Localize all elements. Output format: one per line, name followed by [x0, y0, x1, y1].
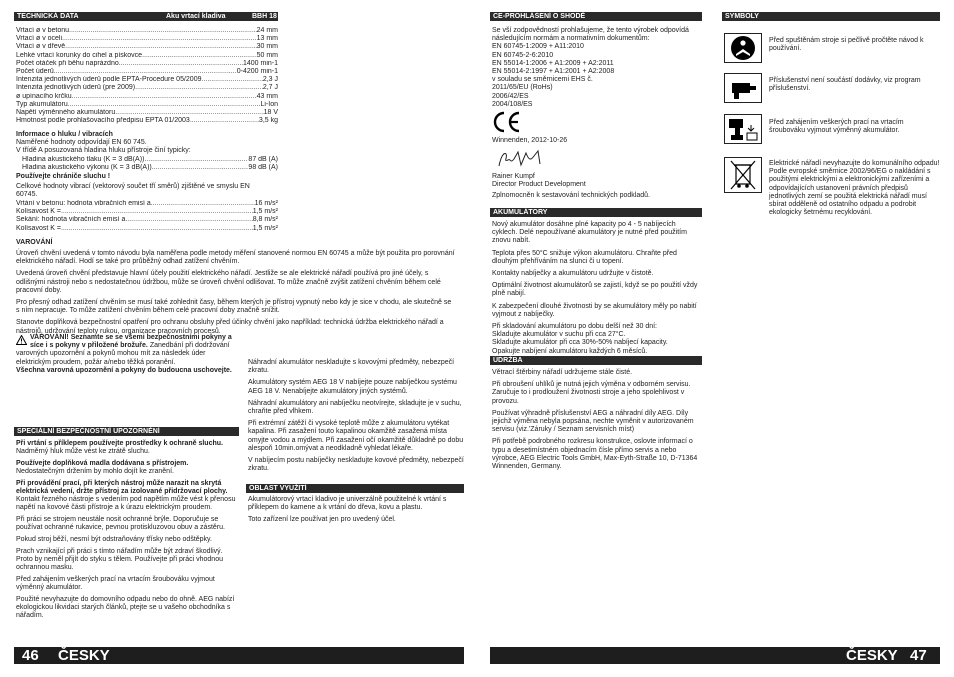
- vibration-row-value: 16 m/s²: [254, 200, 278, 207]
- leader-dots: [190, 117, 259, 125]
- noise-block: [16, 131, 278, 156]
- left-language: ČESKY: [58, 647, 110, 664]
- warning-para: Úroveň chvění uvedená v tomto návodu byla naměřena podle metody měření stanovené normou EN 60745 a může být použita pro porovnání elektrického nářadí. Hodí se také pro průběžný odhad zatížení chvěním.: [16, 250, 455, 266]
- ce-line: 2011/65/EU (RoHs): [492, 84, 553, 92]
- battery-para: Kontakty nabíječky a akumulátoru udržujte v čistotě.: [492, 270, 654, 278]
- symbol-box: [724, 157, 762, 193]
- spec-row: [16, 101, 278, 109]
- noise-line: V třídě A posuzovaná hladina hluku přístroje činí typicky:: [16, 147, 191, 155]
- read-manual-icon: [725, 34, 761, 62]
- vib-values: [16, 200, 278, 233]
- spec-row: [16, 84, 278, 92]
- vibration-row-label: Kolísavost K =: [16, 208, 61, 216]
- special-safety-item-bold: Při provádění prací, při kterých nástroj může narazit na skrytá elektrická vedení, držte přístroj za izolované přidržovací plochy.: [16, 479, 228, 496]
- vibration-row-value: 8,8 m/s²: [252, 216, 278, 224]
- maintenance-para: Používat výhradně příslušenství AEG a náhradní díly AEG. Díly jejichž výměna nebyla popsána, nechte vyměnit v autorizovaném servisu (viz.'Záruky / Seznam servisních míst): [492, 409, 694, 434]
- ce-line: EN 55014-1:2006 + A1:2009 + A2:2011: [492, 59, 614, 67]
- noise-title: Informace o hluku / vibracích: [16, 131, 113, 138]
- spec-row: [16, 117, 278, 125]
- spec-row-label: Počet otáček při běhu naprázdno: [16, 59, 119, 67]
- tech-docs: Zplnomocněn k sestavování technických podkladů.: [492, 192, 650, 199]
- special-safety-header: SPECIÁLNÍ BEZPEČNOSTNÍ UPOZORNĚNÍ: [14, 427, 239, 436]
- weee-bin-icon: [725, 158, 761, 192]
- vibration-row-label: Kolísavost K =: [16, 224, 61, 232]
- leader-dots: [151, 200, 255, 208]
- ce-line: EN 60745-1:2009 + A11:2010: [492, 43, 584, 51]
- leader-dots: [61, 208, 253, 216]
- special-safety-item: [16, 480, 238, 513]
- vib-intro: Celkové hodnoty vibrací (vektorový součet tří směrů) zjištěné ve smyslu EN 60745.: [16, 183, 250, 199]
- spec-row-label: Vrtací ø v oceli: [16, 35, 63, 43]
- spec-row: [16, 76, 278, 84]
- special-safety-item-text: Při práci se strojem neustále nosit ochranné brýle. Doporučuje se používat ochranné rukavice, pevnou protiskluzovou obuv a zástěru.: [16, 516, 225, 532]
- special-safety-item: [16, 596, 238, 621]
- symbol-box: [724, 114, 762, 144]
- warning-box-keep: Všechna varovná upozornění a pokyny do budoucna uschovejte.: [16, 366, 232, 374]
- battery-note: Akumulátory systém AEG 18 V nabíjejte pouze nabíječkou systému AEG 18 V. Nenabíjejte akumulátory jiných systémů.: [248, 379, 457, 395]
- battery-para: Teplota přes 50°C snižuje výkon akumulátoru. Chraňte před dlouhým přehříváním na slunci či u topení.: [492, 249, 677, 265]
- leader-dots: [69, 27, 257, 35]
- ce-line: 2006/42/ES: [492, 92, 529, 100]
- vibration-row: [16, 200, 278, 208]
- ce-line: EN 60745-2-6:2010: [492, 51, 554, 59]
- usage-header: OBLAST VYUŽITÍ: [246, 484, 464, 493]
- spec-row: [16, 109, 278, 117]
- leader-dots: [119, 60, 243, 68]
- battery-para: Optimální životnost akumulátorů se zajistí, když se po použití vždy plně nabijí.: [492, 282, 698, 298]
- special-safety-item-text: Nedostatečným držením by mohlo dojít ke zranění.: [16, 468, 174, 476]
- spec-row: [16, 60, 278, 68]
- noise-row: [22, 156, 278, 164]
- warning-title: VAROVÁNÍ: [16, 239, 53, 246]
- vibration-row: [16, 216, 278, 224]
- battery-para: K zabezpečení dlouhé životnosti by se akumulátory měly po nabití vyjmout z nabíječky.: [492, 302, 697, 318]
- special-safety-list: [16, 440, 238, 624]
- warning-box-text: Zanedbání při dodržování varovných upozornění a pokynů mohou mít za následek úder elektrickým proudem, požár a/nebo těžká poranění.: [16, 342, 230, 366]
- signature: [496, 148, 556, 170]
- ce-declaration: [492, 27, 700, 109]
- symbol-text: Před zahájením veškerých prací na vrtacím šroubováku vyjmout výměnný akumulátor.: [769, 119, 904, 135]
- battery-header: AKUMULÁTORY: [490, 208, 702, 217]
- right-language: ČESKY: [846, 647, 898, 664]
- warning-box-bold: VAROVÁNÍ! Seznamte se se všemi bezpečnostními pokyny a síce i s pokyny v přiložené brožuře.: [30, 334, 232, 350]
- vibration-row-label: Sekání: hodnota vibračních emisí a: [16, 216, 126, 224]
- leader-dots: [125, 216, 252, 224]
- noise-row-value: 98 dB (A): [248, 164, 278, 172]
- maintenance-para: Při potřebě podrobného rozkresu konstrukce, oslovte informací o typu a desetimístném objednacím čísle přímo servis a nebo výrobce, AEG Electric Tools GmbH, Max-Eyth-Straße 10, D-71364 Winnenden, Germany.: [492, 438, 698, 471]
- special-safety-item: [16, 440, 238, 456]
- ce-line: Se vší zodpovědností prohlašujeme, že tento výrobek odpovídá následujícím normám a normativním dokumentům:: [492, 27, 689, 43]
- maintenance-header: ÚDRŽBA: [490, 356, 702, 365]
- battery-notes-list: [248, 359, 466, 477]
- noise-values: [22, 156, 278, 172]
- spec-row-value: 30 mm: [256, 43, 278, 51]
- spec-row-label: Hmotnost podle prohlašovacího předpisu EPTA 01/2003: [16, 117, 190, 125]
- vibration-row-value: 1,5 m/s²: [252, 208, 278, 216]
- spec-row-value: 24 mm: [256, 27, 278, 34]
- leader-dots: [115, 109, 263, 117]
- spec-row-label: Typ akumulátoru: [16, 100, 68, 108]
- battery-note: V nabíjecím postu nabíječky neskladujte kovové předměty, nebezpečí zkratu.: [248, 457, 464, 473]
- noise-line: Naměřené hodnoty odpovídají EN 60 745.: [16, 139, 147, 147]
- battery-list: [492, 221, 702, 360]
- maintenance-list: [492, 369, 702, 475]
- ce-header: CE-PROHLÁŠENÍ O SHODĚ: [490, 12, 702, 21]
- symbol-text: Elektrické nářadí nevyhazujte do komunálního odpadu! Podle evropské směrnice 2002/96/EG o nakládání s použitými elektrickými a elektronickými zařízeními a odpovídajících ustanovení právních předpisů jednotlivých zemí se použitá elektrická nářadí musí sbírat odděleně od ostatního odpadu a podrobit ekologicky šetrnému recyklování.: [769, 160, 940, 217]
- special-safety-item-bold: Používejte doplňková madla dodávana s přístrojem.: [16, 459, 189, 467]
- special-safety-item-text: Kontakt řezného nástroje s vedením pod napětím může vést k přenosu napětí na kovové části přístroje a k úrazu elektrickým proudem.: [16, 496, 236, 512]
- signer-title: Director Product Development: [492, 181, 586, 188]
- spec-row-label: Vrtací ø v betonu: [16, 27, 70, 34]
- leader-dots: [61, 225, 253, 233]
- warning-para: Pro přesný odhad zatížení chvěním se musí také zohlednit časy, během kterých je přístroj vypnutý nebo kdy je sice v chodu, ale skutečně se s ním nepracuje. To může zatížení chvěním během celé pracovní doby značně snížit.: [16, 299, 452, 315]
- spec-row: [16, 52, 278, 60]
- battery-note: Náhradní akumulátory ani nabíječku neotvírejte, skladujte je v suchu, chraňte před vlhkem.: [248, 399, 462, 416]
- noise-row-value: 87 dB (A): [248, 156, 278, 163]
- spec-row-label: Intenzita jednotlivých úderů podle EPTA-Procedure 05/2009: [16, 76, 202, 84]
- special-safety-item-text: Použité nevyhazujte do domovního odpadu nebo do ohně. AEG nabízí ekologickou likvidaci starých článků, ptejte se u vašeho obchodníka s nářadím.: [16, 595, 235, 620]
- usage-para: Akumulátorový vrtací kladivo je univerzálně použitelné k vrtání s příklepem do kamene a k vrtání do dřeva, kovu a plastu.: [248, 496, 447, 512]
- tech-data-header: [14, 12, 278, 21]
- maintenance-para: Větrací štěrbiny nářadí udržujeme stále čisté.: [492, 369, 633, 376]
- spec-row: [16, 43, 278, 51]
- remove-battery-icon: [725, 115, 761, 143]
- spec-row-value: 2,7 J: [262, 84, 278, 92]
- warning-paras: [16, 250, 456, 336]
- warning-box: [16, 334, 238, 375]
- warning-para: Uvedená úroveň chvění představuje hlavní účely použití elektrického nářadí. Jestliže se ale elektrické nářadí používá pro jiné účely, s odlišnými nástroji nebo s nedostatečnou údržbou, může se úroveň chvění odlišovat. To může značně zvýšit zatížení chvěním během celé pracovní doby.: [16, 270, 441, 294]
- tech-data-product: Aku vrtací kladiva: [166, 13, 226, 20]
- accessory-icon: [725, 74, 761, 102]
- place-date: Winnenden, 2012-10-26: [492, 137, 568, 144]
- symbol-box: [724, 33, 762, 63]
- spec-row-value: 2,3 J: [262, 76, 278, 84]
- leader-dots: [142, 52, 257, 60]
- spec-row-value: 13 mm: [256, 35, 278, 43]
- tech-data-title: TECHNICKÁ DATA: [17, 13, 79, 20]
- spec-row-value: 1400 min-1: [242, 59, 278, 67]
- leader-dots: [62, 35, 257, 43]
- spec-row-label: Počet úderů: [16, 67, 54, 75]
- ce-line: EN 55014-2:1997 + A1:2001 + A2:2008: [492, 68, 615, 76]
- vibration-row-value: 1,5 m/s²: [252, 224, 278, 232]
- spec-row-label: Intenzita jednotlivých úderů (pre 2009): [16, 84, 136, 92]
- battery-note: Náhradní akumulátor neskladujte s kovovými předměty, nebezpečí zkratu.: [248, 359, 455, 375]
- spec-row-value: Li-Ion: [260, 100, 278, 108]
- spec-row-value: 3,5 kg: [258, 117, 278, 125]
- usage-block: [248, 496, 466, 525]
- spec-list: [16, 27, 278, 125]
- right-page-number: 47: [910, 647, 927, 664]
- leader-dots: [152, 164, 249, 172]
- signer-name: Rainer Kumpf: [492, 173, 535, 180]
- battery-note: Při extrémní zátěží či vysoké teplotě může z akumulátoru vytékat kapalina. Při zasažení touto kapalinou okamžitě zasažená místa omyjte vodou a mýdlem. Při zasažení očí okamžitě důkladně po dobu alespoň 10min.omývat a neodkladně vyhledat lékaře.: [248, 420, 464, 452]
- leader-dots: [72, 93, 257, 101]
- special-safety-item: [16, 460, 238, 476]
- leader-dots: [144, 156, 248, 164]
- battery-para: Nový akumulátor dosáhne plné kapacity po 4 - 5 nabíjecích cyklech. Delé nepoužívané akumulátory je nutné před použitím znovu nabít.: [492, 221, 687, 245]
- spec-row-value: 18 V: [263, 108, 278, 116]
- symbol-text: Příslušenství není součástí dodávky, viz program příslušenství.: [769, 77, 921, 93]
- maintenance-para: Při obroušení uhlíků je nutná jejich výměna v odborném servisu. Zaručuje to i prodloužení životnosti stroje a jeho spolehlivost v provozu.: [492, 381, 691, 405]
- special-safety-item: [16, 536, 238, 544]
- noise-row: [22, 164, 278, 172]
- warning-triangle-icon: [16, 335, 27, 345]
- leader-dots: [65, 43, 256, 51]
- vibration-row: [16, 225, 278, 233]
- spec-row: [16, 35, 278, 43]
- spec-row: [16, 93, 278, 101]
- ce-line: v souladu se směrnicemi EHS č.: [492, 76, 593, 84]
- spec-row-label: ø upínacího krčku: [16, 92, 72, 100]
- symbol-box: [724, 73, 762, 103]
- special-safety-item-text: Pokud stroj běží, nesmí být odstraňovány třísky nebo odštěpky.: [16, 536, 212, 544]
- special-safety-item-text: Nadměrný hluk může vést ke ztrátě sluchu.: [16, 448, 150, 456]
- vibration-row: [16, 208, 278, 216]
- usage-para: Toto zařízení lze používat jen pro uvedený účel.: [248, 516, 396, 524]
- special-safety-item-bold: Při vrtání s příklepem používejte prostředky k ochraně sluchu.: [16, 440, 223, 447]
- leader-dots: [202, 76, 263, 84]
- spec-row-label: Lehké vrtací korunky do cihel a pískovce: [16, 51, 143, 59]
- leader-dots: [54, 68, 237, 76]
- ce-mark: [492, 110, 522, 134]
- noise-row-label: Hladina akustického tlaku (K = 3 dB(A)): [22, 156, 145, 163]
- spec-row-value: 43 mm: [256, 92, 278, 100]
- spec-row-value: 0-4200 min-1: [236, 67, 278, 75]
- special-safety-item: [16, 576, 238, 592]
- special-safety-item-text: Prach vznikající při práci s tímto nářadím může být zdraví škodlivý. Proto by neměl přijít do styku s tělem. Používejte při práci vhodnou ochrannou masku.: [16, 547, 223, 572]
- special-safety-item: [16, 548, 238, 573]
- warning-para: Stanovte doplňková bezpečnostní opatření pro ochranu obsluhy před účinky chvění jako například: technická údržba elektrického nářadí a nástrojů, udržování teploty rukou, organizace pracovních procesů.: [16, 319, 444, 335]
- symbol-text: Před spuštěnám stroje si pečlivě pročtěte návod k používání.: [769, 37, 924, 53]
- spec-row: [16, 68, 278, 76]
- battery-para: Při skladování akumulátoru po dobu delší než 30 dní: Skladujte akumulátor v suchu při cca 27°C. Skladujte akumulátor při cca 30%-50% nabíjecí kapacity. Opakujte nabíjení akumulátoru každých 6 měsíců.: [492, 323, 668, 355]
- leader-dots: [135, 84, 263, 92]
- spec-row-value: 50 mm: [256, 51, 278, 59]
- left-page-number: 46: [22, 647, 39, 664]
- ce-mark-icon: [492, 110, 522, 134]
- tech-data-model: BBH 18: [252, 13, 277, 20]
- ce-line: 2004/108/ES: [492, 100, 533, 108]
- signature-icon: [496, 148, 556, 170]
- ear-protection: Používejte chrániče sluchu !: [16, 173, 111, 180]
- spec-row-label: Vrtací ø v dřevě: [16, 43, 66, 51]
- special-safety-item-text: Před zahájením veškerých prací na vrtacím šroubováku vyjmout výměnný akumulátor.: [16, 575, 215, 592]
- noise-row-label: Hladina akustického výkonu (K = 3 dB(A)): [22, 164, 152, 172]
- leader-dots: [68, 101, 261, 109]
- vibration-row-label: Vrtání v betonu: hodnota vibračních emisí a: [16, 200, 151, 207]
- symbols-header: SYMBOLY: [722, 12, 940, 21]
- spec-row-label: Napětí výměnného akumulátoru: [16, 108, 116, 116]
- spec-row: [16, 27, 278, 35]
- special-safety-item: [16, 516, 238, 532]
